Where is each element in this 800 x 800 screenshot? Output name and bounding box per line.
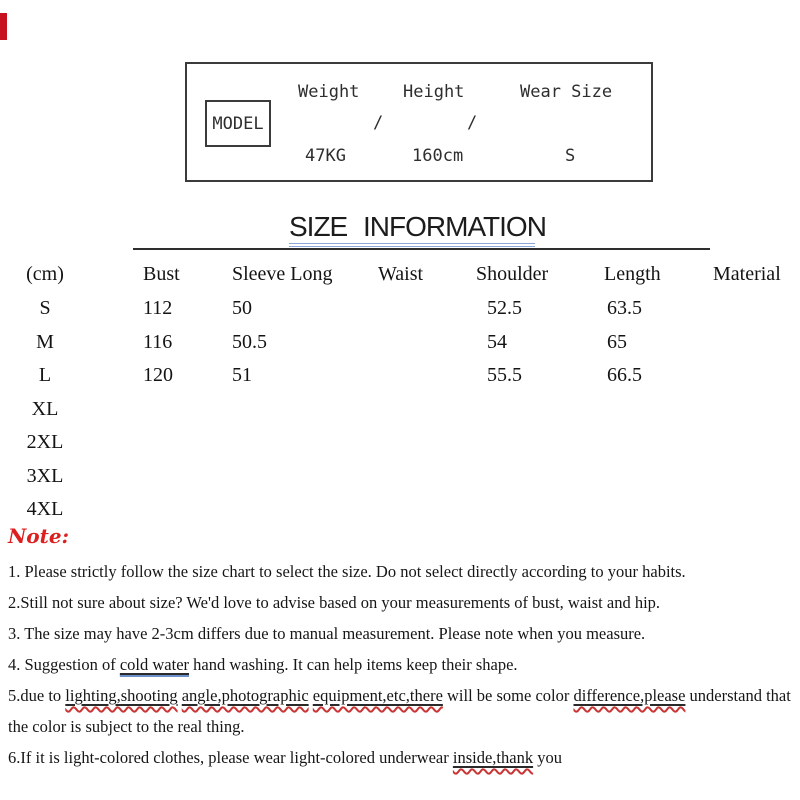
table-header-cell: Shoulder [476, 263, 549, 285]
model-height-value: 160cm [412, 146, 464, 166]
table-cell [708, 393, 800, 427]
table-size-label: 3XL [26, 464, 64, 487]
note-item-4: 4. Suggestion of cold water hand washing. It can help items keep their shape. [8, 655, 518, 674]
table-header-cell: Sleeve Long [232, 263, 333, 285]
table-cell [90, 426, 225, 460]
table-cell: 63.5 [607, 297, 642, 320]
spellcheck-underlined-text: angle,photographic [181, 686, 309, 705]
note-item-1: 1. Please strictly follow the size chart to select the size. Do not select directly according to your habits. [8, 562, 686, 581]
table-cell: 120 [143, 364, 173, 387]
model-label-box [205, 100, 271, 147]
model-separator-slash: / [373, 113, 384, 133]
table-cell [598, 493, 708, 527]
table-size-label: XL [31, 397, 59, 420]
table-cell [225, 426, 370, 460]
table-cell [598, 460, 708, 494]
table-cell [225, 493, 370, 527]
table-cell [370, 326, 468, 360]
spellcheck-underlined-text: inside,thank [452, 748, 534, 767]
table-header-cell: Waist [378, 263, 424, 285]
model-height-header: Height [403, 82, 465, 102]
table-cell [708, 359, 800, 393]
table-size-label: 2XL [26, 431, 64, 454]
table-cell [90, 393, 225, 427]
table-cell: 50.5 [232, 330, 267, 353]
table-size-label: 4XL [26, 498, 64, 521]
spellcheck-underlined-text: difference,please [573, 686, 686, 705]
table-header-cell: Material [713, 263, 781, 285]
note-item-2: 2.Still not sure about size? We'd love to advise based on your measurements of bust, waist and hip. [8, 593, 661, 612]
table-cell [708, 493, 800, 527]
note-label: Note: [8, 524, 69, 548]
table-top-rule [133, 248, 710, 250]
table-size-label: S [39, 297, 51, 320]
table-cell [468, 393, 598, 427]
model-separator-slash: / [467, 113, 478, 133]
table-cell [598, 426, 708, 460]
table-cell: 51 [232, 364, 252, 387]
underlined-text: cold water [119, 655, 190, 674]
table-cell: 52.5 [487, 297, 522, 320]
table-header-cell: Length [604, 263, 661, 285]
note-item-3: 3. The size may have 2-3cm differs due to manual measurement. Please note when you measure. [8, 624, 646, 643]
table-cell [370, 292, 468, 326]
notes-section [8, 523, 794, 773]
table-cell [370, 493, 468, 527]
table-cell [370, 426, 468, 460]
model-wear-size-value: S [565, 146, 576, 166]
table-cell [708, 326, 800, 360]
table-cell: 116 [143, 330, 173, 353]
table-cell: 55.5 [487, 364, 522, 387]
model-info-box [185, 62, 653, 182]
model-weight-value: 47KG [305, 146, 346, 166]
table-cell: 54 [487, 330, 507, 353]
notes-list [8, 556, 794, 773]
table-cell: 50 [232, 297, 252, 320]
table-size-label: L [38, 364, 52, 387]
spellcheck-underlined-text: lighting,shooting [65, 686, 178, 705]
table-cell [90, 460, 225, 494]
size-table [0, 257, 800, 527]
spellcheck-underlined-text: equipment,etc,there [312, 686, 443, 705]
note-item-6: 6.If it is light-colored clothes, please wear light-colored underwear inside,thank you [8, 748, 562, 767]
table-cell [370, 460, 468, 494]
table-size-label: M [36, 330, 54, 353]
table-cell: 112 [143, 297, 173, 320]
model-weight-header: Weight [298, 82, 360, 102]
table-cell [708, 292, 800, 326]
table-cell [708, 426, 800, 460]
table-cell [90, 493, 225, 527]
table-cell [708, 460, 800, 494]
table-cell: 66.5 [607, 364, 642, 387]
table-cell [468, 493, 598, 527]
table-cell [370, 393, 468, 427]
note-item-5: 5.due to lighting,shooting angle,photographic equipment,etc,there will be some color difference,please understand that the color is subject to the real thing. [8, 686, 791, 736]
table-cell [468, 460, 598, 494]
model-label: MODEL [212, 113, 264, 134]
model-wear-size-header: Wear Size [520, 82, 613, 102]
size-information-title: SIZE INFORMATION [289, 212, 535, 247]
table-header-cell: Bust [143, 263, 180, 285]
table-cell [598, 393, 708, 427]
table-cell [225, 460, 370, 494]
corner-mark [0, 13, 7, 40]
table-cell: 65 [607, 330, 627, 353]
table-cell [225, 393, 370, 427]
table-cell [370, 359, 468, 393]
table-header-cell: (cm) [26, 263, 64, 285]
table-cell [468, 426, 598, 460]
